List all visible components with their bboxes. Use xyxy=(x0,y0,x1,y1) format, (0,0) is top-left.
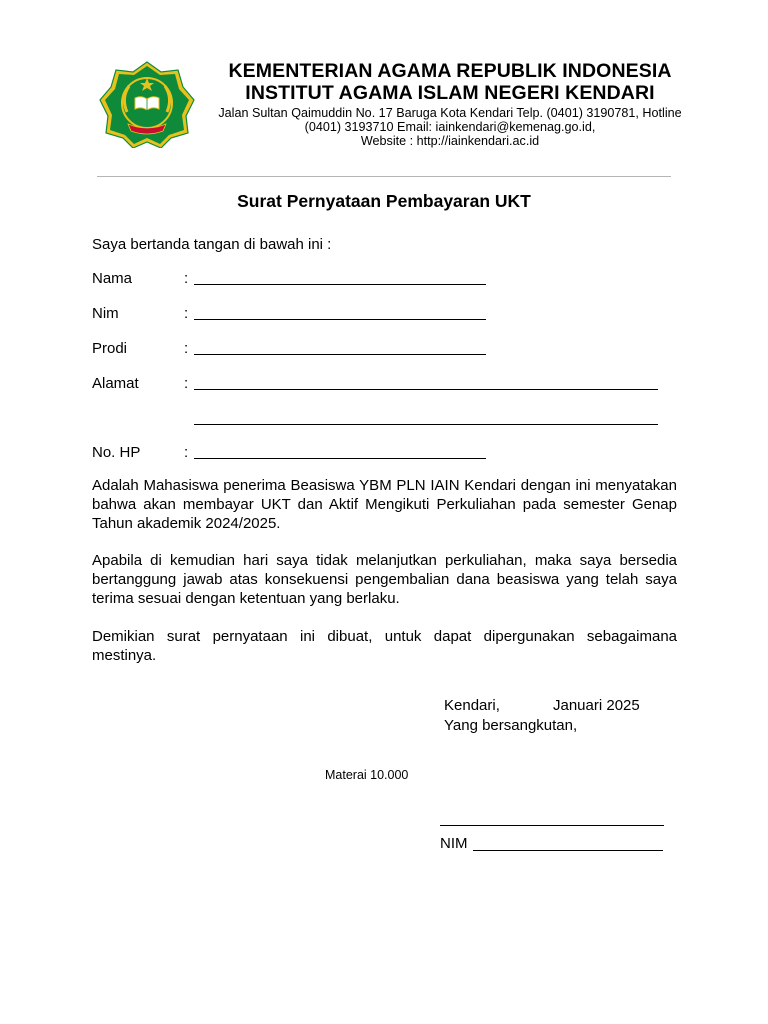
signature-block xyxy=(444,696,640,736)
signer-nim-fill-line[interactable] xyxy=(473,850,663,851)
field-colon: : xyxy=(184,444,189,461)
alamat-fill-line-2[interactable] xyxy=(194,424,658,425)
field-colon: : xyxy=(184,270,189,287)
ministry-name: KEMENTERIAN AGAMA REPUBLIK INDONESIA xyxy=(228,60,672,82)
closing-paragraph: Demikian surat pernyataan ini dibuat, untuk dapat dipergunakan sebagaimana mestinya. xyxy=(92,628,677,664)
signer-nim-label: NIM xyxy=(440,835,468,852)
institution-name: INSTITUT AGAMA ISLAM NEGERI KENDARI xyxy=(245,82,655,104)
nim-fill-line[interactable] xyxy=(194,319,486,320)
stamp-duty-label: Materai 10.000 xyxy=(325,768,409,782)
alamat-fill-line-1[interactable] xyxy=(194,389,658,390)
prodi-fill-line[interactable] xyxy=(194,354,486,355)
field-label-prodi: Prodi xyxy=(92,340,128,357)
field-colon: : xyxy=(184,375,189,392)
field-colon: : xyxy=(184,305,189,322)
website-line: Website : http://iainkendari.ac.id xyxy=(360,134,540,148)
address-line-1: Jalan Sultan Qaimuddin No. 17 Baruga Kota Kendari Telp. (0401) 3190781, Hotline xyxy=(218,106,682,120)
nama-fill-line[interactable] xyxy=(194,284,486,285)
document-title: Surat Pernyataan Pembayaran UKT xyxy=(237,191,531,211)
statement-paragraph: Adalah Mahasiswa penerima Beasiswa YBM PLN IAIN Kendari dengan ini menyatakan bahwa akan membayar UKT dan Aktif Mengikuti Perkuliahan pada semester Genap Tahun akademik 2024/2025. xyxy=(92,477,677,532)
signature-date: Januari 2025 xyxy=(553,697,640,714)
signature-role: Yang bersangkutan, xyxy=(444,717,578,734)
field-label-no-hp: No. HP xyxy=(92,444,141,461)
no-hp-fill-line[interactable] xyxy=(194,458,486,459)
field-label-nim: Nim xyxy=(92,305,119,322)
address-line-2: (0401) 3193710 Email: iainkendari@kemenag.go.id, xyxy=(304,120,596,134)
field-label-nama: Nama xyxy=(92,270,133,287)
field-colon: : xyxy=(184,340,189,357)
signature-place: Kendari, xyxy=(444,697,500,714)
liability-paragraph: Apabila di kemudian hari saya tidak melanjutkan perkuliahan, maka saya bersedia bertanggung jawab atas konsekuensi pengembalian dana beasiswa yang telah saya terima sesuai dengan ketentuan yang berlaku. xyxy=(92,552,677,607)
signature-line[interactable] xyxy=(440,825,664,826)
intro-text: Saya bertanda tangan di bawah ini : xyxy=(92,236,332,253)
header-divider xyxy=(97,176,671,177)
field-label-alamat: Alamat xyxy=(92,375,139,392)
letterhead xyxy=(205,60,695,148)
iain-kendari-logo xyxy=(98,60,196,148)
